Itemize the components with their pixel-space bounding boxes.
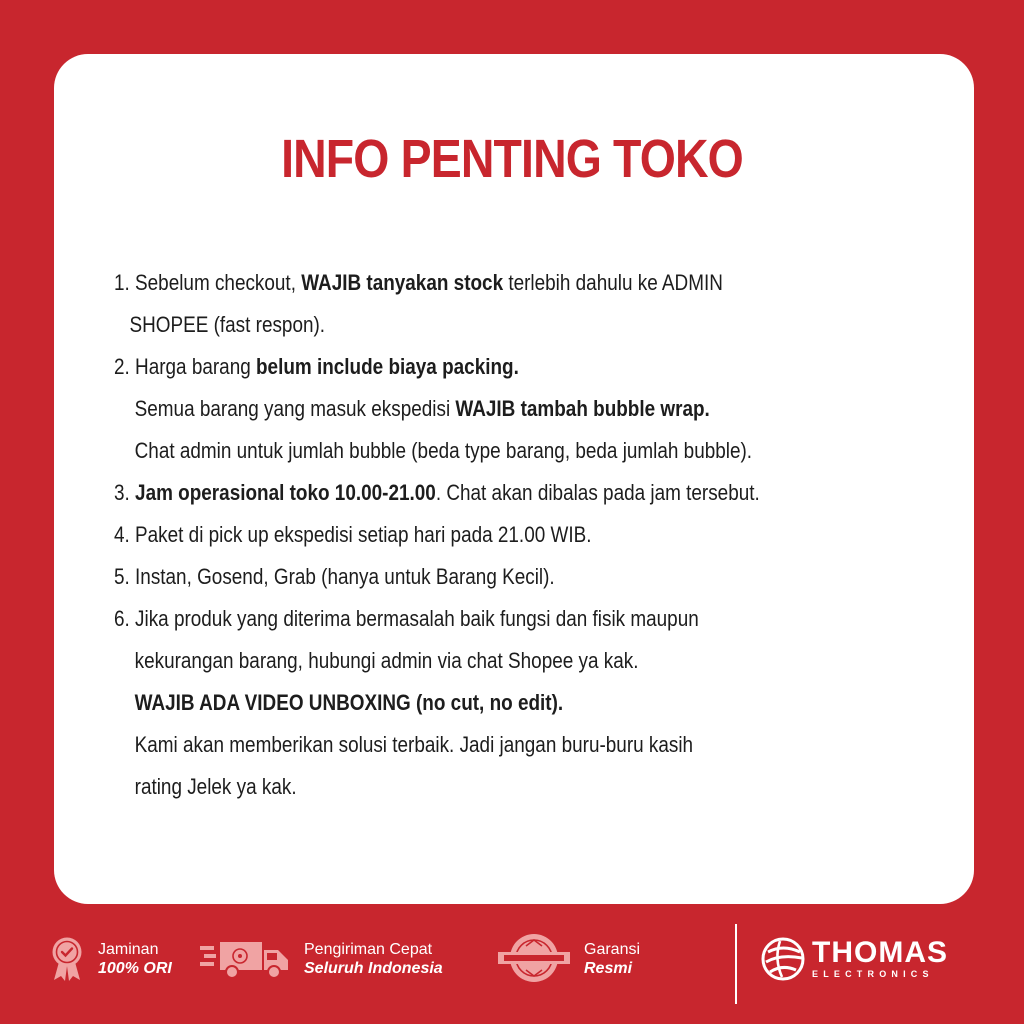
- list-item: [114, 556, 854, 598]
- brand-subtitle: ELECTRONICS: [812, 969, 934, 979]
- text: Kami akan memberikan solusi terbaik. Jadi jangan buru-buru kasih: [134, 732, 694, 757]
- bold-text: WAJIB tanyakan stock: [301, 270, 504, 295]
- list-item-line: [114, 346, 854, 388]
- list-item-line: [114, 640, 854, 682]
- text: 4. Paket di pick up ekspedisi setiap hari pada 21.00 WIB.: [114, 522, 592, 547]
- bold-text: Jam operasional toko 10.00-21.00: [135, 480, 436, 505]
- bold-text: WAJIB ADA VIDEO UNBOXING (no cut, no edit).: [134, 690, 564, 715]
- info-list: [114, 262, 854, 808]
- warranty-badge-icon: [498, 932, 570, 984]
- footer-bar: [0, 904, 1024, 1024]
- text: Semua barang yang masuk ekspedisi: [134, 396, 456, 421]
- badge-text-pengiriman: Pengiriman Cepat Seluruh Indonesia: [304, 941, 443, 977]
- bold-text: belum include biaya packing.: [255, 354, 519, 379]
- text: 5. Instan, Gosend, Grab (hanya untuk Barang Kecil).: [114, 564, 555, 589]
- list-item-line: [114, 724, 854, 766]
- delivery-truck-icon: [200, 940, 290, 980]
- list-item: [114, 346, 854, 472]
- text: 3.: [114, 480, 136, 505]
- bold-text: WAJIB tambah bubble wrap.: [455, 396, 710, 421]
- text: kekurangan barang, hubungi admin via chat Shopee ya kak.: [134, 648, 639, 673]
- badge-text-ori: Jaminan 100% ORI: [98, 941, 172, 977]
- list-item: [114, 472, 854, 514]
- list-item: [114, 598, 854, 808]
- list-item-line: [114, 262, 854, 304]
- list-item-line: [114, 514, 854, 556]
- list-item-line: [114, 556, 854, 598]
- text: SHOPEE (fast respon).: [129, 312, 326, 337]
- list-item-line: [114, 598, 854, 640]
- list-item-line: [114, 766, 854, 808]
- brand-logo-text: [812, 938, 948, 980]
- text: 1. Sebelum checkout,: [114, 270, 302, 295]
- list-item-line: [114, 388, 854, 430]
- page-title: INFO PENTING TOKO: [281, 129, 743, 189]
- medal-check-icon: [50, 936, 84, 982]
- footer-divider: [735, 924, 737, 1004]
- list-item-line: [114, 682, 854, 724]
- text: terlebih dahulu ke ADMIN: [503, 270, 723, 295]
- list-item: [114, 514, 854, 556]
- text: 6. Jika produk yang diterima bermasalah baik fungsi dan fisik maupun: [114, 606, 699, 631]
- list-item-line: [114, 304, 854, 346]
- text: 2. Harga barang: [114, 354, 256, 379]
- list-item: [114, 262, 854, 346]
- brand-name: THOMAS: [812, 936, 948, 969]
- text: rating Jelek ya kak.: [134, 774, 297, 799]
- badge-text-garansi: Garansi Resmi: [584, 941, 641, 977]
- list-item-line: [114, 430, 854, 472]
- list-item-line: [114, 472, 854, 514]
- text: Chat admin untuk jumlah bubble (beda type barang, beda jumlah bubble).: [134, 438, 753, 463]
- text: . Chat akan dibalas pada jam tersebut.: [435, 480, 760, 505]
- globe-logo-icon: [760, 936, 806, 982]
